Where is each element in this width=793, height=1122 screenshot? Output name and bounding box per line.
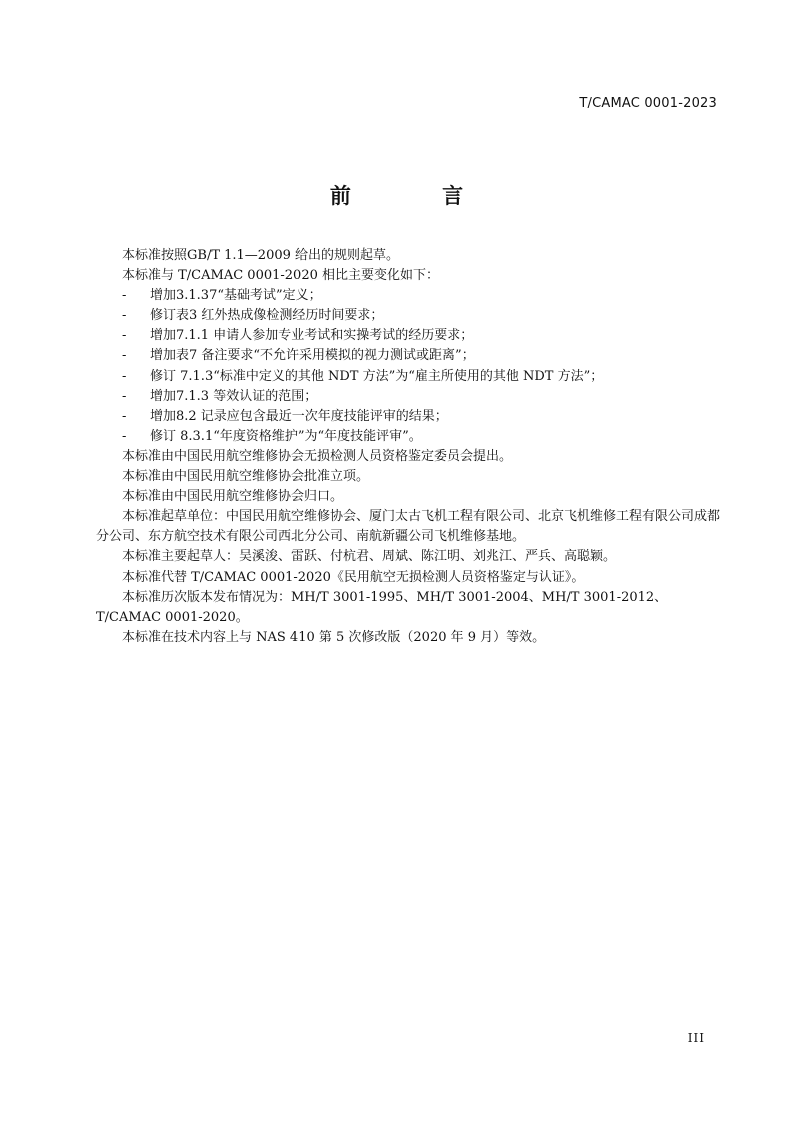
list-bullet: - xyxy=(122,368,127,384)
list-item xyxy=(96,346,726,366)
list-item-text: 增加7.1.1 申请人参加专业考试和实操考试的经历要求； xyxy=(150,328,474,344)
list-bullet: - xyxy=(122,348,127,364)
paragraph: 本标准由中国民用航空维修协会无损检测人员资格鉴定委员会提出。 xyxy=(122,448,513,464)
list-item xyxy=(96,326,726,346)
list-bullet: - xyxy=(122,428,127,444)
list-item-text: 修订 7.1.3“标准中定义的其他 NDT 方法”为“雇主所使用的其他 NDT 方法”； xyxy=(150,368,604,384)
list-bullet: - xyxy=(122,308,127,324)
list-item xyxy=(96,286,726,306)
paragraph: 本标准与 T/CAMAC 0001-2020 相比主要变化如下： xyxy=(122,268,439,284)
paragraph: 本标准由中国民用航空维修协会归口。 xyxy=(122,489,344,505)
page-title: 前 言 xyxy=(329,184,506,208)
drafters-paragraph: 本标准主要起草人：吴溪浚、雷跃、付杭君、周斌、陈江明、刘兆江、严兵、高聪颖。 xyxy=(122,549,617,565)
list-item-text: 增加8.2 记录应包含最近一次年度技能评审的结果； xyxy=(150,408,448,424)
list-bullet: - xyxy=(122,388,127,404)
paragraph: 本标准按照GB/T 1.1—2009 给出的规则起草。 xyxy=(122,248,400,263)
list-bullet: - xyxy=(122,288,127,304)
history-paragraph: 本标准历次版本发布情况为：MH/T 3001-1995、MH/T 3001-2004、MH/T 3001-2012、T/CAMAC 0001-2020。 xyxy=(96,589,668,625)
list-item-text: 修订表3 红外热成像检测经历时间要求； xyxy=(150,308,384,324)
list-bullet: - xyxy=(122,328,127,344)
list-item xyxy=(96,407,726,427)
list-bullet: - xyxy=(122,408,127,424)
list-item xyxy=(96,306,726,326)
list-item-text: 增加7.1.3 等效认证的范围； xyxy=(150,388,318,404)
list-item-text: 增加表7 备注要求“不允许采用模拟的视力测试或距离”； xyxy=(150,348,475,364)
drafting-units-paragraph: 本标准起草单位：中国民用航空维修协会、厦门太古飞机工程有限公司、北京飞机维修工程有限公司成都分公司、东方航空技术有限公司西北分公司、南航新疆公司飞机维修基地。 xyxy=(96,509,721,545)
list-item-text: 增加3.1.37“基础考试”定义； xyxy=(150,288,322,304)
replaces-paragraph: 本标准代替 T/CAMAC 0001-2020《民用航空无损检测人员资格鉴定与认证》。 xyxy=(122,569,585,585)
page-number: III xyxy=(687,1031,705,1045)
list-item xyxy=(96,387,726,407)
foreword-body xyxy=(96,246,726,648)
equivalence-paragraph: 本标准在技术内容上与 NAS 410 第 5 次修改版（2020 年 9 月）等效。 xyxy=(122,629,546,645)
changes-list xyxy=(96,286,726,447)
list-item-text: 修订 8.3.1“年度资格维护”为“年度技能评审”。 xyxy=(150,428,422,444)
list-item xyxy=(96,367,726,387)
list-item xyxy=(96,427,726,447)
paragraph: 本标准由中国民用航空维修协会批准立项。 xyxy=(122,469,370,485)
document-header-code: T/CAMAC 0001-2023 xyxy=(579,96,717,111)
